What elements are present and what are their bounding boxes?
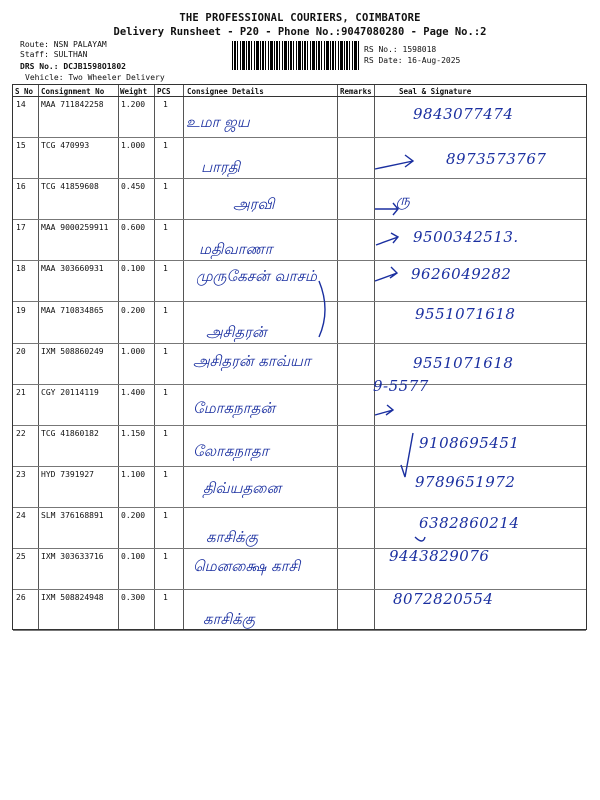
row-weight: 1.000 bbox=[121, 141, 146, 151]
drs-number: DRS No.: DCJB1598O1802 bbox=[20, 62, 126, 71]
row-consignee-handwritten: திவ்யதனை bbox=[203, 478, 282, 497]
row-sno: 22 bbox=[16, 428, 26, 438]
row-consignee-handwritten: காசிக்கு bbox=[203, 610, 256, 629]
barcode bbox=[232, 41, 360, 70]
staff-label: Staff: SULTHAN bbox=[20, 50, 88, 59]
row-consignee-handwritten: உமா ஜய bbox=[186, 113, 250, 131]
row-weight: 0.600 bbox=[121, 223, 146, 233]
row-sno: 21 bbox=[16, 387, 26, 397]
col-consignee-header: Consignee Details bbox=[187, 87, 264, 96]
row-pcs: 1 bbox=[163, 346, 168, 356]
table-row bbox=[13, 303, 586, 344]
runsheet-table bbox=[12, 84, 587, 630]
row-pcs: 1 bbox=[163, 264, 168, 274]
row-consignee-handwritten: மெனக்ஷை காசி bbox=[193, 557, 301, 576]
col-seal-header: Seal & Signature bbox=[399, 87, 472, 96]
row-consignee-handwritten: மதிவாணா bbox=[199, 240, 273, 259]
row-pcs: 1 bbox=[163, 141, 168, 151]
row-consignee-handwritten: லோகநாதா bbox=[193, 441, 269, 460]
table-row bbox=[13, 97, 586, 138]
row-signature-handwritten: 8973573767 bbox=[446, 150, 547, 169]
row-pcs: 1 bbox=[163, 511, 168, 520]
row-pcs: 1 bbox=[163, 469, 168, 479]
row-sno: 24 bbox=[16, 511, 26, 520]
row-pcs: 1 bbox=[163, 223, 168, 233]
row-pcs: 1 bbox=[163, 428, 168, 438]
row-weight: 1.000 bbox=[121, 346, 146, 356]
row-sno: 20 bbox=[16, 346, 26, 356]
row-consignment: HYD 7391927 bbox=[41, 469, 94, 479]
row-signature-handwritten: 9443829076 bbox=[389, 547, 490, 566]
row-sno: 23 bbox=[16, 469, 26, 479]
row-signature-handwritten: 8072820554 bbox=[393, 590, 494, 609]
company-title: THE PROFESSIONAL COURIERS, COIMBATORE bbox=[179, 12, 421, 24]
row-pcs: 1 bbox=[163, 387, 168, 397]
table-row bbox=[13, 508, 586, 549]
row-sno: 26 bbox=[16, 593, 26, 603]
row-consignee-handwritten: மோகநாதன் bbox=[193, 398, 275, 417]
row-consignee-handwritten: அரவி bbox=[233, 195, 275, 214]
row-signature-handwritten: ரு bbox=[396, 191, 411, 210]
table-row bbox=[13, 426, 586, 467]
row-signature-handwritten: 9789651972 bbox=[415, 472, 516, 491]
row-sno: 18 bbox=[16, 264, 26, 274]
row-signature-handwritten: 9626049282 bbox=[411, 265, 512, 284]
row-consignment: MAA 9000259911 bbox=[41, 223, 109, 233]
row-pcs: 1 bbox=[163, 100, 168, 109]
col-remarks-header: Remarks bbox=[340, 87, 372, 96]
row-pcs: 1 bbox=[163, 305, 168, 315]
row-pcs: 1 bbox=[163, 182, 168, 192]
table-row bbox=[13, 590, 586, 631]
table-row bbox=[13, 261, 586, 302]
table-row bbox=[13, 376, 586, 426]
row-consignment: SLM 376168891 bbox=[41, 511, 104, 520]
row-pcs: 1 bbox=[163, 552, 168, 562]
row-signature-handwritten: 9551071618 bbox=[413, 353, 514, 372]
row-weight: 1.100 bbox=[121, 469, 146, 479]
row-signature-handwritten: 6382860214 bbox=[419, 514, 520, 532]
col-pcs-header: PCS bbox=[157, 87, 171, 96]
table-row bbox=[13, 220, 586, 261]
runsheet-subtitle: Delivery Runsheet - P20 - Phone No.:9047080280 - Page No.:2 bbox=[113, 26, 487, 38]
row-weight: 0.100 bbox=[121, 552, 146, 562]
row-consignment: IXM 303633716 bbox=[41, 552, 104, 562]
row-weight: 1.400 bbox=[121, 387, 146, 397]
row-weight: 0.200 bbox=[121, 305, 146, 315]
row-consignment: MAA 710834865 bbox=[41, 305, 104, 315]
row-consignment: IXM 508824948 bbox=[41, 593, 104, 603]
table-row bbox=[13, 344, 586, 385]
table-row bbox=[13, 179, 586, 220]
table-row bbox=[13, 549, 586, 590]
row-consignment: TCG 470993 bbox=[41, 141, 90, 151]
row-signature-handwritten: 9551071618 bbox=[415, 304, 516, 323]
row-weight: 1.150 bbox=[121, 428, 146, 438]
row-signature-handwritten: 9500342513. bbox=[413, 228, 519, 247]
row-consignment: MAA 711842258 bbox=[41, 100, 104, 109]
route-label: Route: NSN PALAYAM bbox=[20, 40, 107, 49]
row-consignment: CGY 20114119 bbox=[41, 387, 99, 397]
col-weight-header: Weight bbox=[120, 87, 148, 96]
row-signature-handwritten: 9843077474 bbox=[413, 105, 514, 123]
row-consignment: TCG 41859608 bbox=[41, 182, 99, 192]
row-signature-handwritten: 9-5577 bbox=[373, 376, 429, 395]
row-consignee-handwritten: அசிதரன் காவ்யா bbox=[193, 351, 311, 370]
row-weight: 1.200 bbox=[121, 100, 146, 109]
row-consignee-handwritten: காசிக்கு bbox=[206, 528, 259, 546]
row-consignment: IXM 508860249 bbox=[41, 346, 104, 356]
row-sno: 25 bbox=[16, 552, 26, 562]
col-consignment-header: Consignment No bbox=[41, 87, 105, 96]
row-sno: 17 bbox=[16, 223, 26, 233]
row-pcs: 1 bbox=[163, 593, 168, 603]
row-sno: 15 bbox=[16, 141, 26, 151]
row-consignment: MAA 303660931 bbox=[41, 264, 104, 274]
row-sno: 14 bbox=[16, 100, 26, 109]
row-divider bbox=[13, 630, 586, 631]
row-weight: 0.450 bbox=[121, 182, 146, 192]
row-consignment: TCG 41860182 bbox=[41, 428, 99, 438]
vehicle-label: Vehicle: Two Wheeler Delivery bbox=[25, 73, 165, 82]
row-weight: 0.200 bbox=[121, 511, 146, 520]
row-consignee-handwritten: அசிதரன் bbox=[206, 322, 267, 341]
row-consignee-handwritten: முருகேசன் வாசம் bbox=[196, 267, 317, 286]
col-sno-header: S No bbox=[15, 87, 34, 96]
rs-date: RS Date: 16-Aug-2025 bbox=[364, 56, 461, 65]
table-row bbox=[13, 138, 586, 179]
row-weight: 0.300 bbox=[121, 593, 146, 603]
table-row bbox=[13, 467, 586, 508]
rs-number: RS No.: 1598018 bbox=[364, 45, 437, 54]
row-consignee-handwritten: பாரதி bbox=[201, 158, 241, 177]
row-sno: 19 bbox=[16, 305, 26, 315]
row-signature-handwritten: 9108695451 bbox=[419, 433, 520, 452]
row-sno: 16 bbox=[16, 182, 26, 192]
row-weight: 0.100 bbox=[121, 264, 146, 274]
